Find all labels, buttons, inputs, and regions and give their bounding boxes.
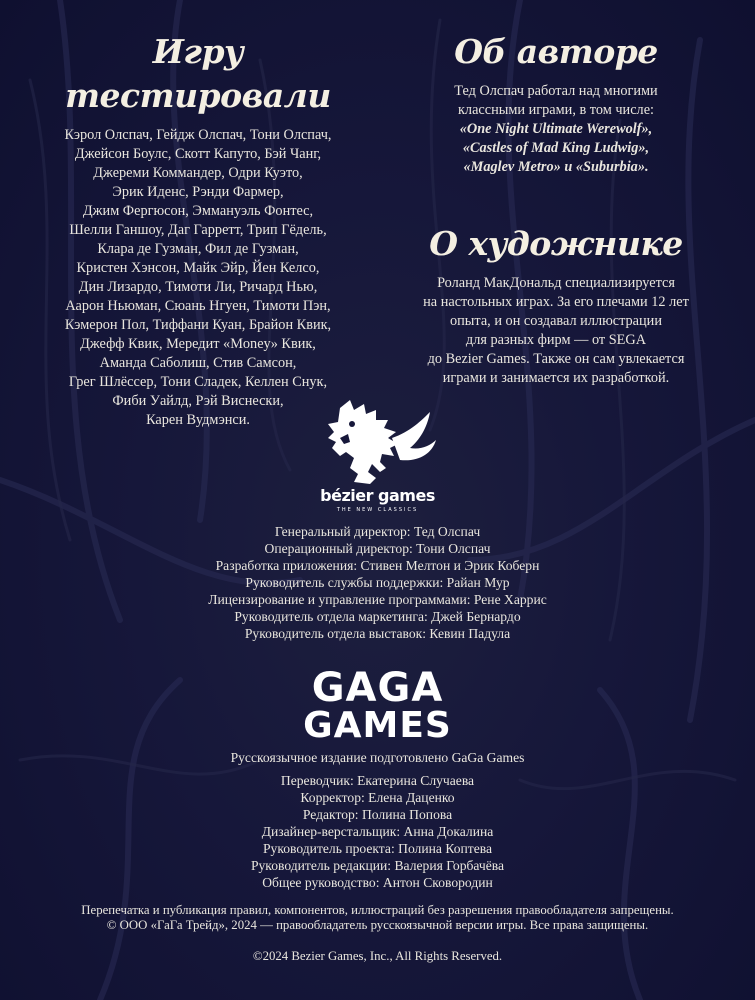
testers-line: Джим Фергюсон, Эммануэль Фонтес, <box>82 203 314 219</box>
author-game-title: «One Night Ultimate Werewolf», <box>459 121 653 137</box>
credit-line: Общее руководство: Антон Сковородин <box>262 875 493 890</box>
credit-line: Руководитель службы поддержки: Райан Мур <box>245 575 510 590</box>
testers-heading: Игру тестировали <box>65 32 331 115</box>
testers-line: Шелли Ганшоу, Даг Гарретт, Трип Гёдель, <box>69 222 327 238</box>
legal-notice <box>0 903 755 933</box>
credit-line: Операционный директор: Тони Олспач <box>264 541 491 556</box>
testers-line: Дин Лизардо, Тимоти Ли, Ричард Нью, <box>78 279 318 295</box>
testers-line: Джереми Коммандер, Одри Куэто, <box>93 165 303 181</box>
author-game-title: «Maglev Metro» и «Suburbia». <box>463 159 649 175</box>
gaga-logo-line2: GAMES <box>303 705 452 746</box>
artist-heading: О художнике <box>429 224 683 263</box>
gaga-games-logo <box>295 665 460 746</box>
testers-line: Кэрол Олспач, Гейдж Олспач, Тони Олспач, <box>64 127 332 143</box>
testers-line: Эрик Иденс, Рэнди Фармер, <box>112 184 284 200</box>
testers-line: Джейсон Боулс, Скотт Капуто, Бэй Чанг, <box>74 146 322 162</box>
testers-line: Клара де Гузман, Фил де Гузман, <box>97 241 299 257</box>
testers-line: Фиби Уайлд, Рэй Виснески, <box>112 393 284 409</box>
author-line: Тед Олспач работал над многими <box>454 83 658 99</box>
bezier-credits <box>0 523 755 642</box>
credit-line: Руководитель проекта: Полина Коптева <box>262 841 493 856</box>
credit-line: Руководитель редакции: Валерия Горбачёва <box>250 858 505 873</box>
credit-line: Корректор: Елена Даценко <box>300 790 455 805</box>
testers-line: Кристен Хэнсон, Майк Эйр, Йен Келсо, <box>76 260 320 276</box>
credit-line: Руководитель отдела выставок: Кевин Падула <box>244 626 511 641</box>
legal-line: Перепечатка и публикация правил, компонентов, иллюстраций без разрешения правообладателя запрещены. <box>81 903 674 917</box>
bezier-games-tagline: THE NEW CLASSICS <box>336 507 419 513</box>
credit-line: Руководитель отдела маркетинга: Джей Бернардо <box>234 609 521 624</box>
artist-line: для разных фирм — от SEGA <box>465 332 647 348</box>
credit-line: Редактор: Полина Попова <box>302 807 453 822</box>
werewolf-icon <box>310 398 445 488</box>
author-section <box>372 30 740 177</box>
credit-line: Лицензирование и управление программами: Рене Харрис <box>208 592 547 607</box>
testers-section <box>28 30 368 430</box>
gaga-logo-line1: GAGA <box>311 665 444 711</box>
artist-text <box>372 274 740 388</box>
artist-line: опыта, и он создавал иллюстрации <box>450 313 662 329</box>
testers-list <box>28 126 368 430</box>
testers-line: Карен Вудмэнси. <box>146 412 250 428</box>
testers-line: Грег Шлёссер, Тони Сладек, Келлен Снук, <box>68 374 328 390</box>
copyright-notice: ©2024 Bezier Games, Inc., All Rights Reserved. <box>252 949 503 963</box>
artist-line: на настольных играх. За его плечами 12 лет <box>423 294 689 310</box>
testers-line: Кэмерон Пол, Тиффани Куан, Брайон Квик, <box>64 317 332 333</box>
artist-section <box>372 222 740 388</box>
credit-line: Переводчик: Екатерина Случаева <box>280 773 475 788</box>
author-heading: Об авторе <box>454 32 658 71</box>
author-text <box>372 82 740 177</box>
author-game-title: «Castles of Mad King Ludwig», <box>462 140 650 156</box>
legal-line: © ООО «ГаГа Трейд», 2024 — правообладатель русскоязычной версии игры. Все права защищены. <box>106 918 649 932</box>
credit-line: Разработка приложения: Стивен Мелтон и Эрик Коберн <box>215 558 540 573</box>
bezier-games-wordmark: bézier games <box>320 486 435 505</box>
artist-line: играми и занимается их разработкой. <box>442 370 670 386</box>
testers-line: Аарон Ньюман, Сюань Нгуен, Тимоти Пэн, <box>65 298 331 314</box>
testers-line: Аманда Саболиш, Стив Самсон, <box>99 355 297 371</box>
testers-line: Джефф Квик, Мередит «Money» Квик, <box>80 336 316 352</box>
credit-line: Генеральный директор: Тед Олспач <box>274 524 481 539</box>
credit-line: Дизайнер-верстальщик: Анна Докалина <box>261 824 494 839</box>
author-line: классными играми, в том числе: <box>457 102 655 118</box>
gaga-credits <box>0 772 755 891</box>
artist-line: Роланд МакДональд специализируется <box>437 275 675 291</box>
ru-edition-note: Русскоязычное издание подготовлено GaGa Games <box>230 750 525 765</box>
artist-line: до Bezier Games. Также он сам увлекается <box>427 351 685 367</box>
bezier-games-logo <box>310 398 445 518</box>
